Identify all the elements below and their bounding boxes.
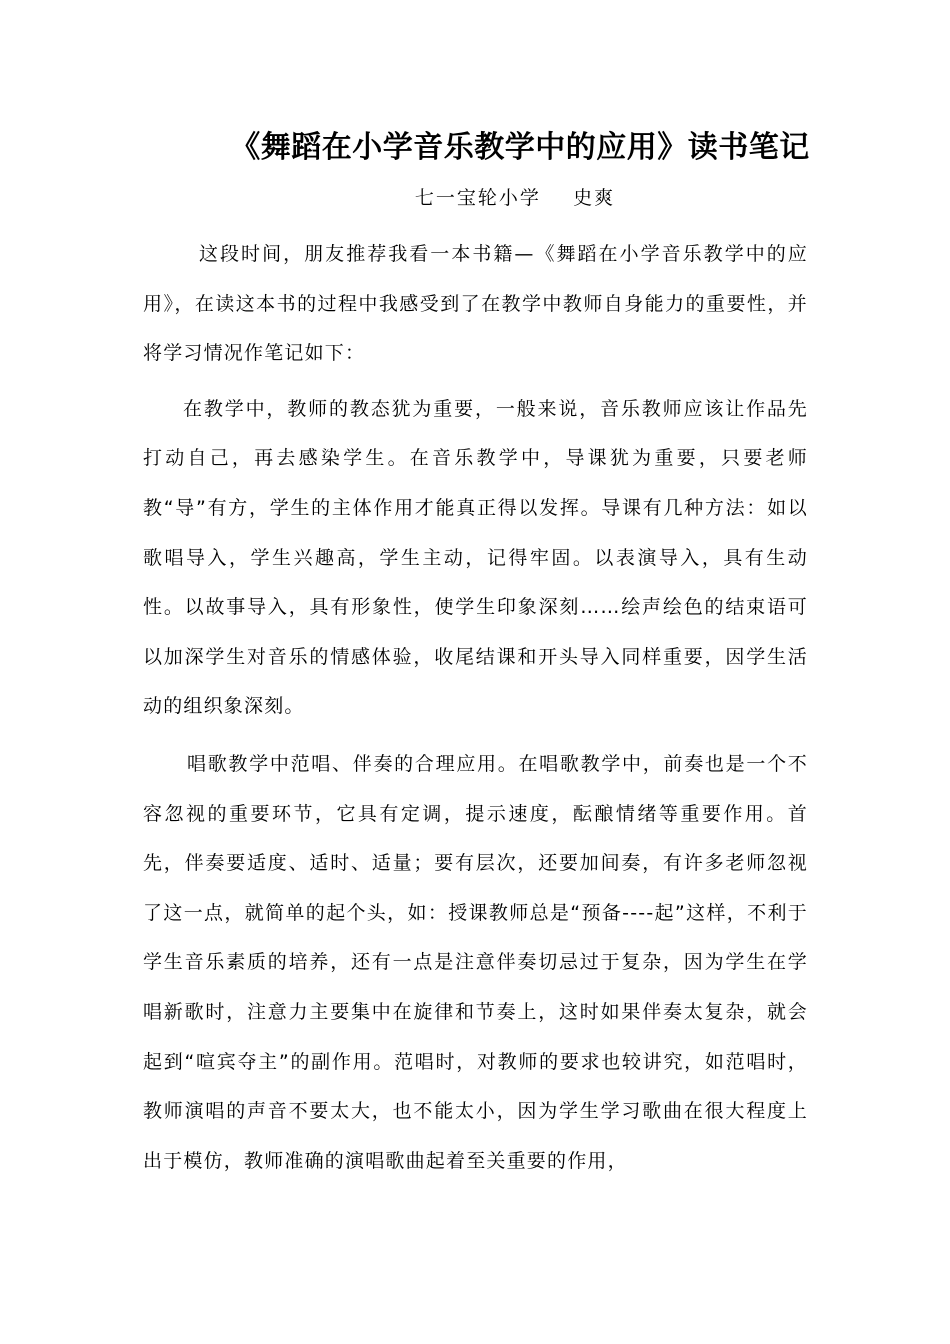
- document-body: [143, 230, 808, 1186]
- author-line: 七一宝轮小学 史爽: [414, 187, 616, 209]
- document-title: 《舞蹈在小学音乐教学中的应用》读书笔记: [230, 130, 810, 165]
- paragraph-intro: 这段时间，朋友推荐我看一本书籍—《舞蹈在小学音乐教学中的应用》，在读这本书的过程中我感受到了在教学中教师自身能力的重要性，并将学习情况作笔记如下：: [143, 243, 808, 365]
- paragraph-singing-accompaniment: 唱歌教学中范唱、伴奏的合理应用。在唱歌教学中，前奏也是一个不容忽视的重要环节，它具有定调，提示速度，酝酿情绪等重要作用。首先，伴奏要适度、适时、适量；要有层次，还要加间奏，有许多老师忽视了这一点，就简单的起个头，如：授课教师总是“预备----起”这样，不利于学生音乐素质的培养，还有一点是注意伴奏切忌过于复杂，因为学生在学唱新歌时，注意力主要集中在旋律和节奏上，这时如果伴奏太复杂，就会起到“喧宾夺主”的副作用。范唱时，对教师的要求也较讲究，如范唱时，教师演唱的声音不要太大，也不能太小，因为学生学习歌曲在很大程度上出于模仿，教师准确的演唱歌曲起着至关重要的作用，: [143, 752, 808, 1172]
- paragraph-teaching-manner: 在教学中，教师的教态犹为重要，一般来说，音乐教师应该让作品先打动自己，再去感染学生。在音乐教学中，导课犹为重要，只要老师教“导”有方，学生的主体作用才能真正得以发挥。导课有几种方法：如以歌唱导入，学生兴趣高，学生主动，记得牢固。以表演导入，具有生动性。以故事导入，具有形象性，使学生印象深刻……绘声绘色的结束语可以加深学生对音乐的情感体验，收尾结课和开头导入同样重要，因学生活动的组织象深刻。: [143, 397, 808, 718]
